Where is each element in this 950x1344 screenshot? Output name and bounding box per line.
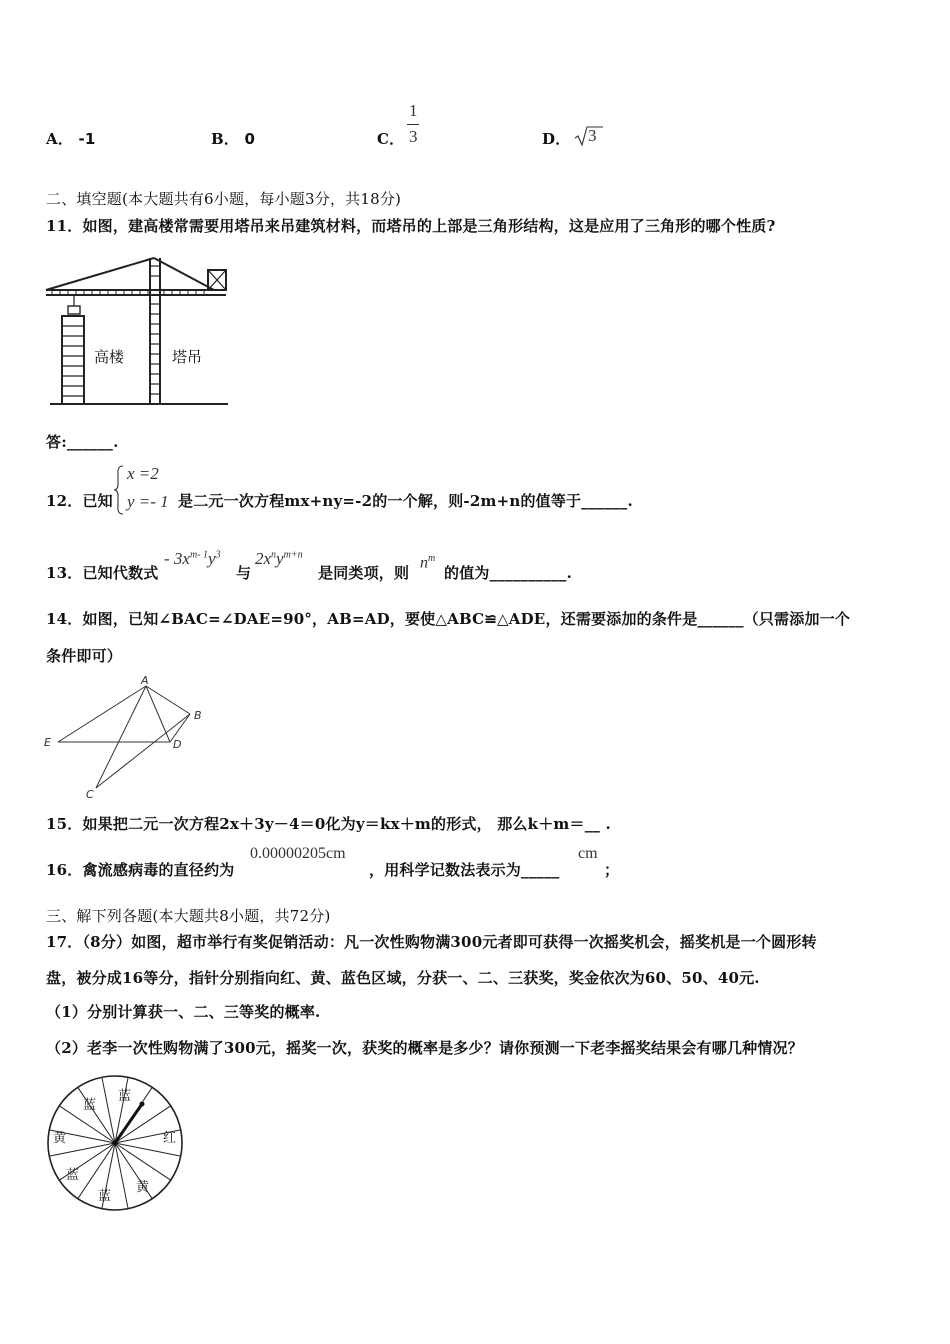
question-16-unit: cm bbox=[578, 845, 598, 862]
tower-crane-figure bbox=[44, 254, 234, 412]
n-exponent: m bbox=[428, 553, 436, 564]
equation-y: y =- 1 bbox=[127, 492, 169, 511]
question-12-text: 是二元一次方程mx+ny=-2的一个解，则-2m+n的值等于______. bbox=[178, 492, 633, 510]
equation-x: x =2 bbox=[127, 464, 159, 483]
option-d-radicand: 3 bbox=[588, 126, 597, 145]
option-b bbox=[211, 128, 255, 149]
wheel-label-red: 红 bbox=[163, 1131, 177, 1146]
equation-system bbox=[113, 464, 169, 520]
term-1-base: - 3x bbox=[164, 549, 190, 568]
question-11-answer bbox=[46, 431, 119, 452]
section-3-heading: 三、解下列各题(本大题共8小题，共72分) bbox=[46, 907, 331, 925]
n-power bbox=[420, 553, 435, 572]
term-1 bbox=[164, 549, 221, 569]
question-16-mid: ，用科学记数法表示为_____ bbox=[369, 861, 560, 879]
question-15-text: 15．如果把二元一次方程2x＋3y－4＝0化为y＝kx＋m的形式， 那么k＋m＝__ . bbox=[46, 815, 611, 833]
question-17-line-2: 盘，被分成16等分，指针分别指向红、黄、蓝色区域，分获一、二、三获奖，奖金依次为60、50、40元. bbox=[46, 969, 760, 987]
answer-blank: ______ bbox=[66, 433, 114, 451]
wheel-label-blue-2: 蓝 bbox=[118, 1089, 132, 1104]
option-d-label: D． bbox=[542, 130, 571, 148]
term-2-y-exponent: m+n bbox=[283, 549, 303, 561]
vertex-d: D bbox=[173, 738, 182, 751]
vertex-e: E bbox=[44, 736, 51, 749]
term-2-base: 2x bbox=[255, 549, 272, 568]
question-13-prefix: 13．已知代数式 bbox=[46, 564, 159, 582]
question-13-mid: 是同类项，则 bbox=[318, 564, 410, 582]
brace-icon bbox=[113, 464, 125, 516]
term-2-y: y bbox=[276, 549, 284, 568]
question-13-joiner: 与 bbox=[236, 564, 252, 582]
term-2 bbox=[255, 549, 303, 569]
option-c-label: C． bbox=[377, 130, 405, 148]
question-14-line-1: 14．如图，已知∠BAC=∠DAE=90°，AB=AD，要使△ABC≌△ADE，还需要添加的条件是______（只需添加一个 bbox=[46, 610, 851, 628]
vertex-a: A bbox=[141, 674, 149, 687]
option-a-value: -1 bbox=[78, 130, 96, 148]
wheel-label-blue-3: 蓝 bbox=[66, 1168, 80, 1183]
term-1-y: y bbox=[208, 549, 216, 568]
n-base: n bbox=[420, 554, 428, 572]
question-13-suffix: 的值为__________. bbox=[444, 564, 573, 582]
label-building: 高楼 bbox=[94, 348, 125, 366]
answer-end: . bbox=[113, 433, 119, 451]
option-c-numerator: 1 bbox=[409, 101, 418, 120]
wheel-label-yellow-1: 黄 bbox=[53, 1131, 67, 1146]
wheel-label-yellow-2: 黄 bbox=[136, 1180, 150, 1195]
option-a-label: A． bbox=[46, 130, 74, 148]
option-d-sqrt bbox=[574, 124, 604, 152]
triangle-figure bbox=[40, 672, 220, 808]
option-c-fraction-bar bbox=[407, 124, 419, 125]
question-16-value: 0.00000205cm bbox=[250, 845, 346, 862]
question-17-part-1: （1）分别计算获一、二、三等奖的概率. bbox=[46, 1003, 321, 1021]
question-17-part-2: （2）老李一次性购物满了300元，摇奖一次，获奖的概率是多少？请你预测一下老李摇奖结果会有哪几种情况？ bbox=[46, 1039, 803, 1057]
question-16-prefix: 16．禽流感病毒的直径约为 bbox=[46, 861, 235, 879]
section-2-heading: 二、填空题(本大题共有6小题，每小题3分，共18分) bbox=[46, 190, 402, 208]
vertex-b: B bbox=[194, 709, 202, 722]
term-1-y-exponent: 3 bbox=[215, 549, 221, 561]
option-c-denominator: 3 bbox=[409, 127, 418, 146]
question-12-number: 12．已知 bbox=[46, 492, 113, 510]
question-17-line-1: 17．（8分）如图，超市举行有奖促销活动：凡一次性购物满300元者即可获得一次摇奖机会，摇奖机是一个圆形转 bbox=[46, 933, 817, 951]
option-a bbox=[46, 128, 96, 149]
option-b-value: 0 bbox=[244, 130, 256, 148]
wheel-label-blue-4: 蓝 bbox=[98, 1189, 112, 1204]
term-2-exponent: n bbox=[271, 549, 277, 561]
option-b-label: B． bbox=[211, 130, 240, 148]
prize-wheel bbox=[46, 1074, 186, 1218]
answer-prefix: 答: bbox=[46, 433, 67, 451]
term-1-exponent: m- 1 bbox=[189, 549, 209, 561]
question-16-end: ； bbox=[604, 861, 620, 879]
vertex-c: C bbox=[86, 788, 94, 801]
label-crane: 塔吊 bbox=[172, 348, 203, 366]
question-11-text: 11．如图，建高楼常需要用塔吊来吊建筑材料，而塔吊的上部是三角形结构，这是应用了三角形的哪个性质? bbox=[46, 217, 776, 235]
wheel-label-blue-1: 蓝 bbox=[83, 1098, 97, 1113]
question-14-line-2: 条件即可） bbox=[46, 647, 123, 665]
